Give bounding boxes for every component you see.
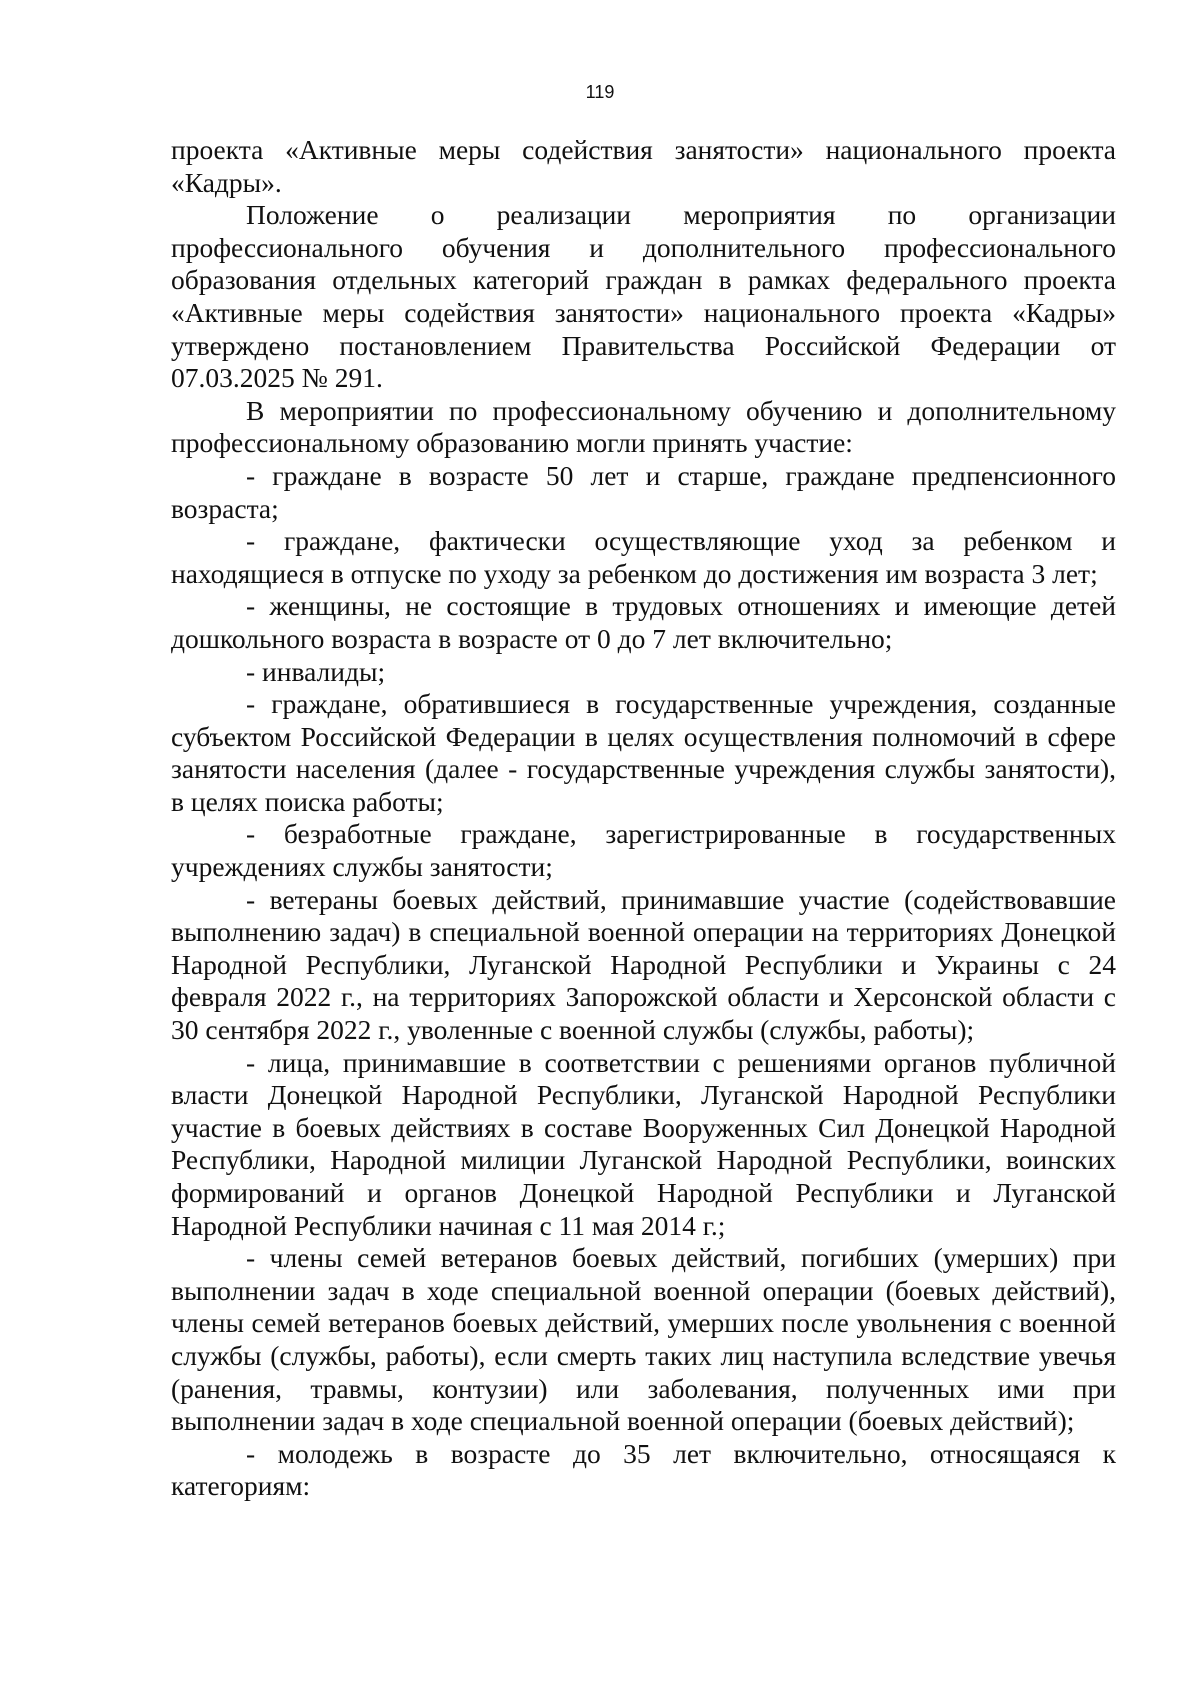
list-item: - инвалиды; (246, 655, 386, 687)
document-body (171, 134, 1116, 1503)
list-item: - ветераны боевых действий, принимавшие участие (содействовавшие выполнению задач) в специальной военной операции на территориях Донецкой Народной Республики, Луганской Народной Республики и Украины с 24 февраля 2022 г., на территориях Запорожской области и Херсонской области с 30 сентября 2022 г., уволенные с военной службы (службы, работы); (171, 883, 1116, 1046)
list-item: - лица, принимавшие в соответствии с решениями органов публичной власти Донецкой Народной Республики, Луганской Народной Республики участие в боевых действиях в составе Вооруженных Сил Донецкой Народной Республики, Народной милиции Луганской Народной Республики, воинских формирований и органов Донецкой Народной Республики и Луганской Народной Республики начиная с 11 мая 2014 г.; (171, 1046, 1116, 1241)
list-item: - безработные граждане, зарегистрированные в государственных учреждениях службы занятости; (171, 818, 1116, 883)
list-item: - молодежь в возрасте до 35 лет включительно, относящаяся к категориям: (171, 1437, 1116, 1502)
list-item: - граждане в возрасте 50 лет и старше, граждане предпенсионного возраста; (171, 459, 1116, 524)
list-item: - женщины, не состоящие в трудовых отношениях и имеющие детей дошкольного возраста в возрасте от 0 до 7 лет включительно; (171, 590, 1116, 654)
page-number: 119 (585, 82, 615, 102)
list-item: - граждане, фактически осуществляющие уход за ребенком и находящиеся в отпуске по уходу за ребенком до достижения им возраста 3 лет; (171, 525, 1116, 589)
paragraph-continuation: проекта «Активные меры содействия занятости» национального проекта «Кадры». (171, 134, 1116, 198)
list-item: - члены семей ветеранов боевых действий, погибших (умерших) при выполнении задач в ходе специальной военной операции (боевых действий), члены семей ветеранов боевых действий, умерших после увольнения с военной службы (службы, работы), если смерть таких лиц наступила вследствие увечья (ранения, травмы, контузии) или заболевания, полученных ими при выполнении задач в ходе специальной военной операции (боевых действий); (171, 1242, 1116, 1437)
paragraph-regulation: Положение о реализации мероприятия по организации профессионального обучения и дополнительного профессионального образования отдельных категорий граждан в рамках федерального проекта «Активные меры содействия занятости» национального проекта «Кадры» утверждено постановлением Правительства Российской Федерации от 07.03.2025 № 291. (171, 199, 1116, 394)
paragraph-participants-intro: В мероприятии по профессиональному обучению и дополнительному профессиональному образованию могли принять участие: (171, 394, 1116, 459)
list-item: - граждане, обратившиеся в государственные учреждения, созданные субъектом Российской Федерации в целях осуществления полномочий в сфере занятости населения (далее - государственные учреждения службы занятости), в целях поиска работы; (171, 688, 1116, 817)
